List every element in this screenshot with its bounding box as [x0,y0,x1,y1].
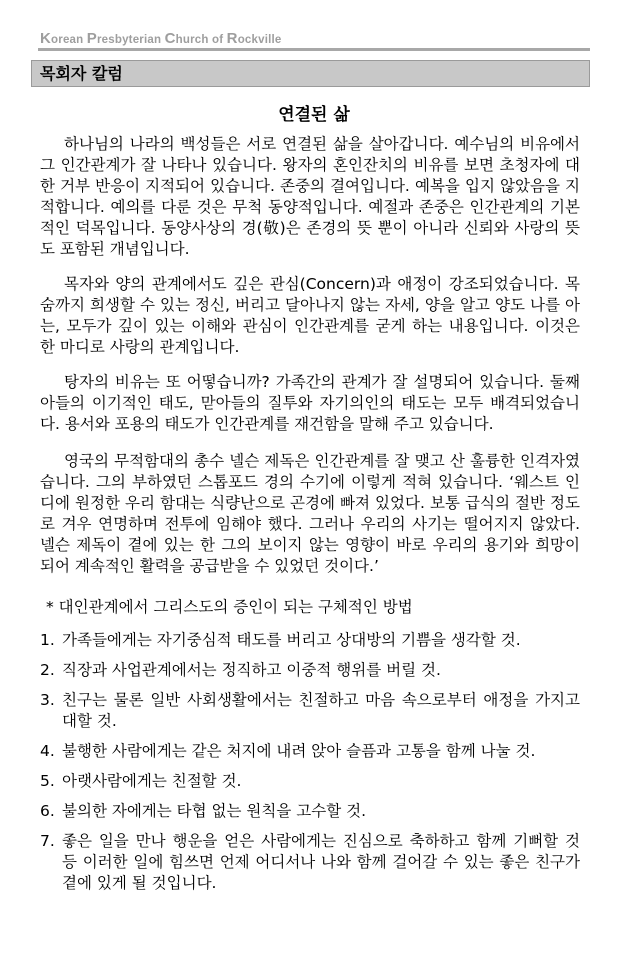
list-item [40,630,580,651]
methods-subheading: * 대인관계에서 그리스도의 증인이 되는 구체적인 방법 [46,598,413,616]
list-number: 1. [40,631,55,649]
paragraph: 영국의 무적함대의 총수 넬슨 제독은 인간관계를 잘 맺고 산 훌륭한 인격자였습니다. 그의 부하였던 스톱포드 경의 수기에 이렇게 적혀 있습니다. ‘웨스트 인디에 원정한 우리 함대는 식량난으로 곤경에 빠져 있었다. 보통 급식의 절반 정도로 겨우 연명하며 전투에 임해야 했다. 그러나 우리의 사기는 떨어지지 않았다. 넬슨 제독이 곁에 있는 한 그의 보이지 않는 영향이 바로 우리의 용기와 희망이 되어 계속적인 활력을 공급받을 수 있었던 것이다.’ [40,452,580,575]
list-number: 5. [40,772,55,790]
list-item [40,660,580,681]
list-number: 7. [40,832,55,850]
list-item [40,831,580,894]
masthead-part: Church of [164,30,227,47]
article-body [40,134,580,903]
list-number: 6. [40,802,55,820]
list-text: 친구는 물론 일반 사회생활에서는 친절하고 마음 속으로부터 애정을 가지고 대할 것. [62,691,580,730]
masthead-part: Rockville [226,30,282,47]
list-item [40,690,580,732]
list-text: 아랫사람에게는 친절할 것. [62,772,242,790]
list-number: 4. [40,742,55,760]
list-item [40,741,580,762]
section-title: 목회자 칼럼 [40,64,123,83]
list-item [40,801,580,822]
list-text: 불행한 사람에게는 같은 처지에 내려 앉아 슬픔과 고통을 함께 나눌 것. [62,742,536,760]
masthead-part: Presbyterian [86,30,165,47]
list-item [40,771,580,792]
list-number: 3. [40,691,55,709]
article-title: 연결된 삶 [278,105,350,125]
methods-list [40,630,580,894]
header-rule [38,48,590,51]
paragraph: 탕자의 비유는 또 어떻습니까? 가족간의 관계가 잘 설명되어 있습니다. 둘째 아들의 이기적인 태도, 맏아들의 질투와 자기의인의 태도는 모두 배격되었습니다. 용서와 포용의 태도가 인간관계를 재건함을 말해 주고 있습니다. [40,373,580,433]
masthead-part: Korean [40,30,87,47]
church-masthead [40,30,281,47]
section-header-bar [31,60,590,87]
list-text: 불의한 자에게는 타협 없는 원칙을 고수할 것. [62,802,367,820]
list-text: 가족들에게는 자기중심적 태도를 버리고 상대방의 기쁨을 생각할 것. [62,631,521,649]
list-text: 좋은 일을 만나 행운을 얻은 사람에게는 진심으로 축하하고 함께 기뻐할 것 등 이러한 일에 힘쓰면 언제 어디서나 나와 함께 걸어갈 수 있는 좋은 친구가 곁에 있게 될 것입니다. [62,832,580,892]
paragraph: 하나님의 나라의 백성들은 서로 연결된 삶을 살아갑니다. 예수님의 비유에서 그 인간관계가 잘 나타나 있습니다. 왕자의 혼인잔치의 비유를 보면 초청자에 대한 거부 반응이 지적되어 있습니다. 존중의 결여입니다. 예복을 입지 않았음을 지적합니다. 예의를 다룬 것은 무척 동양적입니다. 예절과 존중은 인간관계의 기본적인 덕목입니다. 동양사상의 경(敬)은 존경의 뜻 뿐이 아니라 신뢰와 사랑의 뜻도 포함된 개념입니다. [40,135,580,258]
paragraph: 목자와 양의 관계에서도 깊은 관심(Concern)과 애정이 강조되었습니다. 목숨까지 희생할 수 있는 정신, 버리고 달아나지 않는 자세, 양을 알고 양도 나를 아는, 모두가 깊이 있는 이해와 관심이 인간관계를 굳게 하는 내용입니다. 이것은 한 마디로 사랑의 관계입니다. [40,275,580,356]
list-text: 직장과 사업관계에서는 정직하고 이중적 행위를 버릴 것. [62,661,441,679]
list-number: 2. [40,661,55,679]
